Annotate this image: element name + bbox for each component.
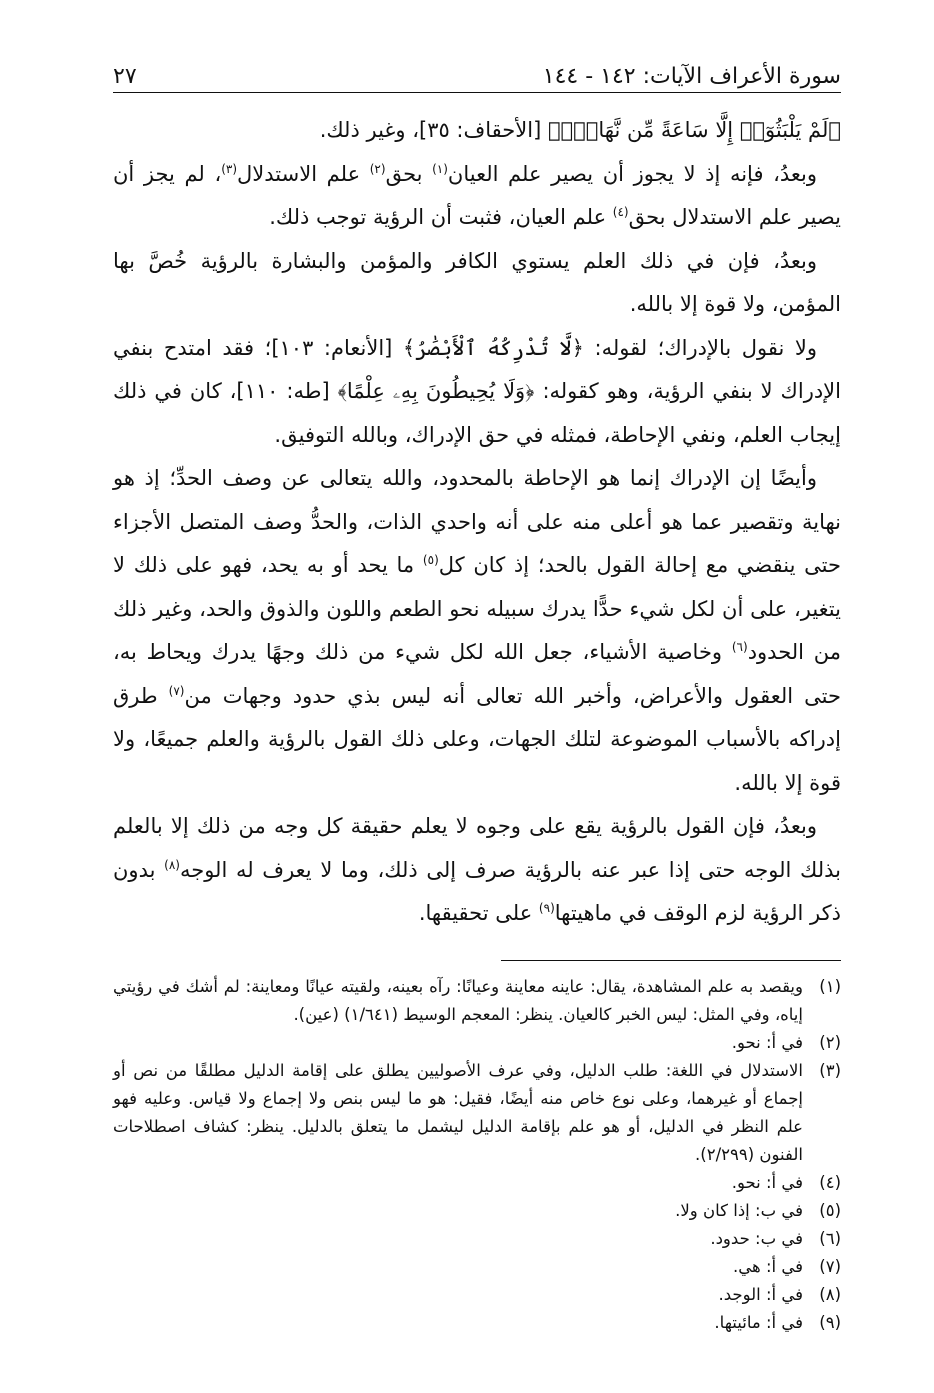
footnote-text: الاستدلال في اللغة: طلب الدليل، وفي عرف الأصوليين يطلق على إقامة الدليل مطلقًا من نص أو إجماع أو غيرهما، وعلى نوع خاص منه أيضًا، فقيل: هو ما ليس بنص ولا إجماع ولا قياس. وعليه فهو علم النظر في الدليل، أو هو علم بإقامة الدليل ليشمل ما يتعلق بالدليل. ينظر: كشاف اصطلاحات الفنون (٢/٢٩٩). [113,1060,803,1164]
footnote-text: في أ: الوجد. [718,1284,803,1304]
footnote-ref-6[interactable]: (٦) [731,640,748,654]
book-page [113,55,841,1337]
footnote-text: ويقصد به علم المشاهدة، يقال: عاينه معاينة وعيانًا: رآه بعينه، ولقيته عيانًا ومعاينة: لم أشك في رؤيتي إياه، وفي المثل: ليس الخبر كالعيان. ينظر: المعجم الوسيط (١/٦٤١) (عين). [113,976,803,1024]
footnote-ref-4[interactable]: (٤) [612,205,629,219]
footnote-separator [501,960,841,961]
footnote-number: (٧) [819,1256,841,1276]
footnote-number: (١) [819,976,841,996]
paragraph-text: وبعدُ، فإن القول بالرؤية يقع على وجوه لا يعلم حقيقة كل وجه من ذلك إلا بالعلم بذلك الوجه حتى إذا عبر عنه بالرؤية صرف إلى ذلك، وما لا يعرف له الوجه [113,814,841,882]
paragraph-text: ، لم يجز أن يصير علم الاستدلال بحق [113,161,841,229]
paragraph-text: بدون ذكر الرؤية لزم الوقف في ماهيتها [113,857,841,925]
footnote-text: في ب: إذا كان ولا. [675,1200,803,1220]
footnote-item [113,1225,841,1253]
paragraph-text: على تحقيقها. [418,901,539,925]
footnote-item [113,1057,841,1169]
footnote-item [113,1197,841,1225]
footnote-ref-2[interactable]: (٢) [369,161,386,176]
footnote-number: (٦) [819,1228,841,1248]
footnote-number: (٥) [819,1200,841,1220]
quran-verse: ﴿وَلَا يُحِيطُونَ بِهِۦ عِلْمًا﴾ [337,379,535,403]
footnote-item [113,1169,841,1197]
running-title: سورة الأعراف الآيات: ١٤٢ - ١٤٤ [542,64,841,89]
footnote-text: في أ: نحو. [731,1172,803,1192]
footnotes [113,973,841,1337]
footnote-item [113,1281,841,1309]
paragraph-6 [113,805,841,936]
footnote-ref-5[interactable]: (٥) [422,553,439,567]
footnote-text: في ب: حدود. [710,1228,803,1248]
footnote-text: في أ: هي. [733,1256,803,1276]
footnote-number: (٤) [819,1172,841,1192]
paragraph-text: بحق [385,161,433,186]
paragraph-text: [الأحقاف: ٣٥]، وغير ذلك. [319,118,548,142]
footnote-number: (٣) [819,1060,841,1080]
footnote-number: (٨) [819,1284,841,1304]
footnote-separator-wrap [113,936,841,961]
quran-verse: ﴿لَّا تُدْرِكُهُ ٱلْأَبْصَٰرُ﴾ [402,335,584,360]
footnote-ref-3[interactable]: (٣) [221,161,238,176]
footnote-ref-1[interactable]: (١) [432,161,448,176]
footnote-ref-8[interactable]: (٨) [164,857,180,872]
paragraph-text: ولا نقول بالإدراك؛ لقوله: [583,335,818,360]
paragraph-text: ما يحد أو به يحد، فهو على ذلك لا يتغير، على أن لكل شيء حدًّا يدرك سبيله نحو الطعم واللون والذوق والحد، وغير ذلك من الحدود [113,553,842,664]
footnote-item [113,973,841,1029]
paragraph-text: [الأنعام: ١٠٣]؛ فقد امتدح بنفي الإدراك لا بنفي الرؤية، وهو كقوله: [113,335,841,403]
footnote-item [113,1029,841,1057]
paragraph-5 [113,457,841,805]
footnote-ref-7[interactable]: (٧) [168,683,185,698]
paragraph-text: علم الاستدلال [237,161,370,186]
paragraph-2 [113,153,841,240]
page-number: ٢٧ [113,64,137,89]
footnote-item [113,1309,841,1337]
main-text [113,109,841,936]
paragraph-1 [113,109,841,153]
footnote-text: في أ: نحو. [731,1032,803,1052]
footnote-number: (٢) [819,1032,841,1052]
footnote-text: في أ: مائيتها. [714,1312,803,1332]
footnote-ref-9[interactable]: (٩) [538,901,555,915]
paragraph-text: وبعدُ، فإنه إذ لا يجوز أن يصير علم العيان [447,161,818,186]
footnote-item [113,1253,841,1281]
paragraph-text: طرق إدراكه بالأسباب الموضوعة لتلك الجهات، وعلى ذلك القول بالرؤية والعلم جميعًا، ولا قوة إلا بالله. [113,683,841,795]
footnote-number: (٩) [819,1312,841,1332]
page-header [113,55,841,93]
paragraph-text: وخاصية الأشياء، جعل الله لكل شيء من ذلك وجهًا يدرك ويحاط به، حتى العقول والأعراض، وأخبر الله تعالى أنه ليس بذي حدود وجهات من [113,640,841,708]
quran-verse: ﴿لَمْ يَلْبَثُوٓا۟ إِلَّا سَاعَةً مِّن نَّهَارٍۭ﴾ [547,118,841,142]
paragraph-3: وبعدُ، فإن في ذلك العلم يستوي الكافر والمؤمن والبشارة بالرؤية خُصَّ بها المؤمن، ولا قوة إلا بالله. [113,248,841,316]
paragraph-text: [طه: ١١٠]، كان في ذلك إيجاب العلم، ونفي الإحاطة، فمثله في حق الإدراك، وبالله التوفيق. [113,379,841,447]
paragraph-4 [113,327,841,458]
paragraph-text: وأيضًا إن الإدراك إنما هو الإحاطة بالمحدود، والله يتعالى عن وصف الحدِّ؛ إذ هو نهاية وتقصير عما هو أعلى منه على أنه واحدي الذات، والحدُّ وصف المتصل الأجزاء حتى ينقضي مع إحالة القول بالحد؛ إذ كان كل [113,466,842,577]
paragraph-text: علم العيان، فثبت أن الرؤية توجب ذلك. [269,205,613,229]
